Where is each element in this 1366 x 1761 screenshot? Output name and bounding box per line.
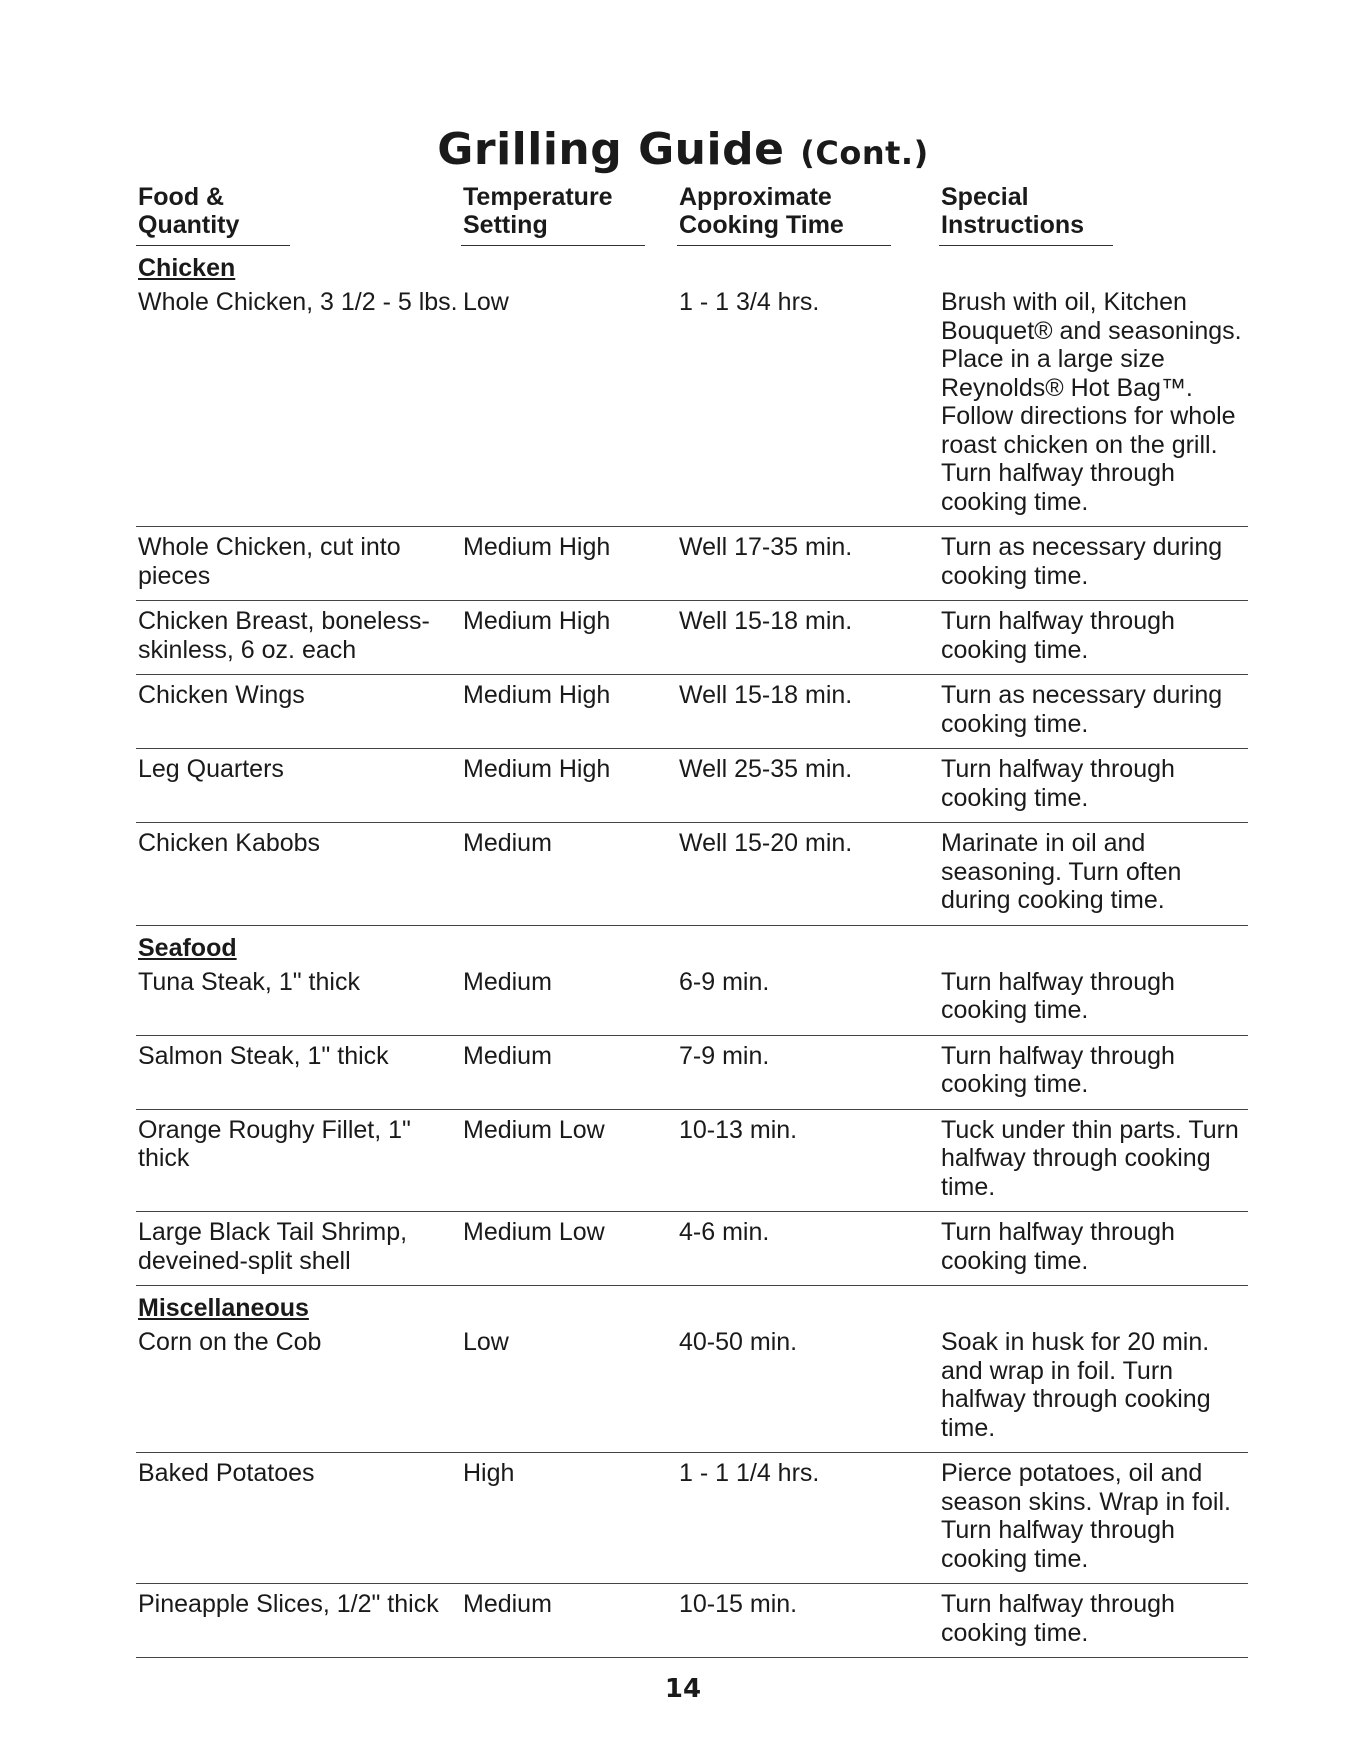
food-quantity-cell: Chicken Kabobs — [136, 823, 461, 926]
temperature-cell: Medium — [461, 962, 677, 1036]
instructions-cell: Turn halfway through cooking time. — [939, 1584, 1248, 1658]
cooking-time-cell: Well 15-18 min. — [677, 601, 939, 675]
instructions-cell: Turn halfway through cooking time. — [939, 962, 1248, 1036]
instructions-cell: Turn halfway through cooking time. — [939, 601, 1248, 675]
temperature-cell: Medium — [461, 1584, 677, 1658]
cooking-time-cell: 1 - 1 1/4 hrs. — [677, 1453, 939, 1584]
temperature-cell: Medium High — [461, 749, 677, 823]
cooking-time-cell: 7-9 min. — [677, 1036, 939, 1110]
instructions-cell: Tuck under thin parts. Turn halfway through cooking time. — [939, 1110, 1248, 1213]
header-temperature-setting: Temperature Setting — [461, 183, 645, 246]
instructions-cell: Turn as necessary during cooking time. — [939, 527, 1248, 601]
temperature-cell: Medium — [461, 1036, 677, 1110]
instructions-cell: Pierce potatoes, oil and season skins. Wrap in foil. Turn halfway through cooking time. — [939, 1453, 1248, 1584]
food-quantity-cell: Orange Roughy Fillet, 1" thick — [136, 1110, 461, 1213]
title-text: Grilling Guide — [437, 124, 785, 175]
temperature-cell: Medium Low — [461, 1110, 677, 1213]
cooking-time-cell: 6-9 min. — [677, 962, 939, 1036]
instructions-cell: Turn halfway through cooking time. — [939, 749, 1248, 823]
food-quantity-cell: Chicken Wings — [136, 675, 461, 749]
cooking-time-cell: 4-6 min. — [677, 1212, 939, 1286]
cooking-time-cell: Well 15-20 min. — [677, 823, 939, 926]
temperature-cell: Medium Low — [461, 1212, 677, 1286]
food-quantity-cell: Salmon Steak, 1" thick — [136, 1036, 461, 1110]
food-quantity-cell: Whole Chicken, cut into pieces — [136, 527, 461, 601]
page-title — [0, 124, 1366, 175]
instructions-cell: Soak in husk for 20 min. and wrap in foil. Turn halfway through cooking time. — [939, 1322, 1248, 1453]
temperature-cell: Medium High — [461, 527, 677, 601]
instructions-cell: Turn halfway through cooking time. — [939, 1212, 1248, 1286]
instructions-cell: Brush with oil, Kitchen Bouquet® and seasonings. Place in a large size Reynolds® Hot Bag™. Follow directions for whole roast chicken on the grill. Turn halfway through cooking time. — [939, 282, 1248, 527]
cooking-time-cell: 10-13 min. — [677, 1110, 939, 1213]
instructions-cell: Turn as necessary during cooking time. — [939, 675, 1248, 749]
grilling-guide-table — [136, 183, 1248, 1658]
food-quantity-cell: Corn on the Cob — [136, 1322, 461, 1453]
section-heading: Seafood — [138, 933, 237, 962]
cooking-time-cell: 40-50 min. — [677, 1322, 939, 1453]
food-quantity-cell: Leg Quarters — [136, 749, 461, 823]
cooking-time-cell: 1 - 1 3/4 hrs. — [677, 282, 939, 527]
header-approximate-cooking-time: Approximate Cooking Time — [677, 183, 891, 246]
food-quantity-cell: Tuna Steak, 1" thick — [136, 962, 461, 1036]
temperature-cell: Medium — [461, 823, 677, 926]
food-quantity-cell: Large Black Tail Shrimp, deveined-split shell — [136, 1212, 461, 1286]
section-heading: Chicken — [138, 254, 236, 282]
section-heading: Miscellaneous — [138, 1294, 309, 1322]
cooking-time-cell: 10-15 min. — [677, 1584, 939, 1658]
cooking-time-cell: Well 17-35 min. — [677, 527, 939, 601]
temperature-cell: Low — [461, 282, 677, 527]
food-quantity-cell: Whole Chicken, 3 1/2 - 5 lbs. — [136, 282, 461, 527]
food-quantity-cell: Pineapple Slices, 1/2" thick — [136, 1584, 461, 1658]
cooking-time-cell: Well 15-18 min. — [677, 675, 939, 749]
temperature-cell: Medium High — [461, 675, 677, 749]
page-number: 14 — [664, 1674, 702, 1704]
temperature-cell: Low — [461, 1322, 677, 1453]
temperature-cell: High — [461, 1453, 677, 1584]
food-quantity-cell: Chicken Breast, boneless-skinless, 6 oz. each — [136, 601, 461, 675]
food-quantity-cell: Baked Potatoes — [136, 1453, 461, 1584]
header-special-instructions: Special Instructions — [939, 183, 1113, 246]
title-suffix: (Cont.) — [800, 134, 929, 172]
temperature-cell: Medium High — [461, 601, 677, 675]
instructions-cell: Turn halfway through cooking time. — [939, 1036, 1248, 1110]
header-food-quantity: Food & Quantity — [136, 183, 290, 246]
cooking-time-cell: Well 25-35 min. — [677, 749, 939, 823]
instructions-cell: Marinate in oil and seasoning. Turn often during cooking time. — [939, 823, 1248, 926]
